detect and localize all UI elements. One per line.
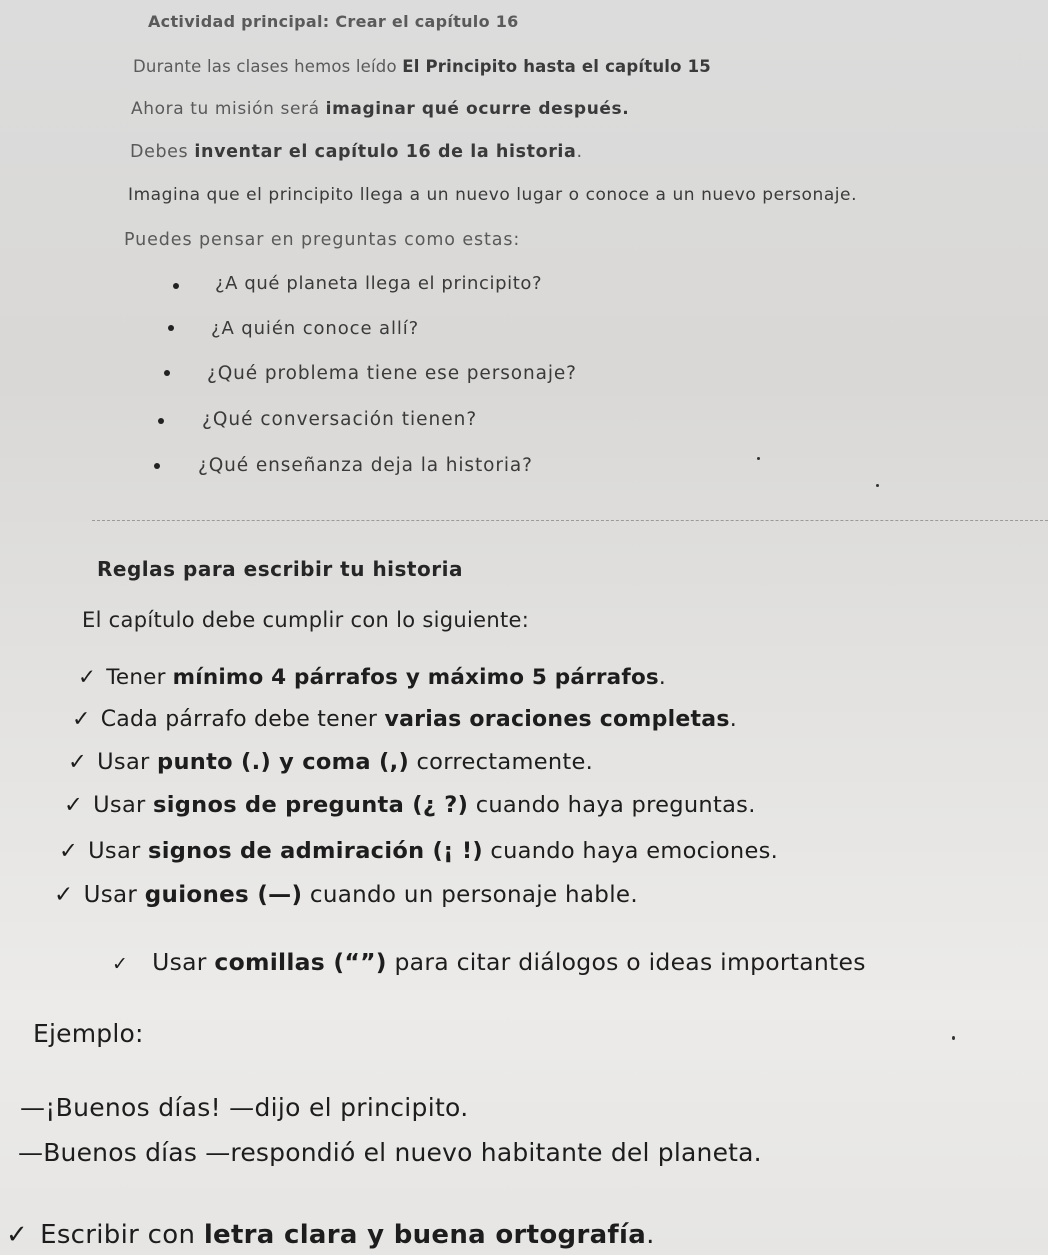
paper-speck — [876, 484, 879, 487]
intro-line-1 — [133, 59, 711, 76]
check-icon: ✓ — [64, 792, 84, 818]
check-icon: ✓ — [78, 665, 97, 690]
check-icon: ✓ — [59, 838, 79, 864]
intro-line-2-text: Ahora tu misión será — [131, 99, 326, 119]
questions-intro: Puedes pensar en preguntas como estas: — [124, 230, 521, 250]
rule-end: cuando haya emociones. — [482, 838, 779, 864]
question-item: ¿A qué planeta llega el principito? — [215, 273, 543, 294]
intro-line-3 — [130, 144, 583, 162]
check-icon: ✓ — [54, 882, 74, 908]
intro-line-3-end: . — [576, 142, 583, 162]
rule-text: Usar — [97, 749, 158, 775]
check-icon: ✓ — [112, 953, 129, 975]
final-rule-text: Escribir con — [40, 1220, 204, 1250]
intro-line-3-text: Debes — [130, 142, 195, 162]
rule-end: para citar diálogos o ideas importantes — [386, 948, 866, 976]
rule-item — [54, 884, 638, 907]
final-rule — [6, 1222, 655, 1248]
rule-bold: signos de admiración (¡ !) — [148, 838, 483, 864]
rule-item — [59, 840, 778, 863]
rule-item — [112, 948, 866, 976]
bullet-icon — [158, 418, 164, 424]
question-item: ¿Qué conversación tienen? — [202, 409, 478, 430]
rules-intro: El capítulo debe cumplir con lo siguiente: — [82, 608, 530, 632]
rule-text: Usar — [83, 882, 145, 908]
rules-heading: Reglas para escribir tu historia — [97, 557, 463, 581]
rule-item — [72, 709, 737, 731]
bullet-icon — [173, 283, 179, 289]
final-rule-bold: letra clara y buena ortografía — [203, 1220, 647, 1250]
rule-item — [68, 751, 593, 774]
intro-line-1-bold: El Principito hasta el capítulo 15 — [402, 57, 711, 76]
intro-line-2-bold: imaginar qué ocurre después. — [325, 99, 630, 119]
activity-title: Actividad principal: Crear el capítulo 16 — [148, 12, 519, 31]
rule-end: cuando un personaje hable. — [302, 882, 638, 908]
rule-end: . — [658, 665, 666, 690]
rule-text: Cada párrafo debe tener — [100, 707, 385, 732]
rule-text: Usar — [93, 792, 154, 818]
section-divider — [92, 520, 1048, 521]
rule-item — [78, 667, 666, 689]
final-rule-end: . — [646, 1220, 655, 1250]
question-item: ¿Qué problema tiene ese personaje? — [207, 363, 577, 384]
intro-line-1-text: Durante las clases hemos leído — [133, 57, 403, 76]
intro-line-3-bold: inventar el capítulo 16 de la historia — [194, 142, 577, 162]
bullet-icon — [154, 463, 160, 469]
question-item: ¿A quién conoce allí? — [211, 318, 420, 339]
example-heading: Ejemplo: — [33, 1019, 144, 1048]
check-icon: ✓ — [6, 1220, 29, 1250]
example-line: —Buenos días —respondió el nuevo habitante del planeta. — [18, 1138, 762, 1167]
rule-text: Tener — [106, 665, 173, 690]
rule-bold: signos de pregunta (¿ ?) — [153, 792, 469, 818]
rule-end: correctamente. — [409, 749, 594, 775]
question-item: ¿Qué enseñanza deja la historia? — [198, 455, 533, 476]
check-icon: ✓ — [72, 707, 91, 732]
rule-bold: comillas (“”) — [214, 948, 387, 976]
check-icon: ✓ — [68, 749, 88, 775]
intro-line-2 — [131, 101, 629, 118]
paper-speck — [757, 457, 760, 460]
rule-bold: punto (.) y coma (,) — [157, 749, 410, 775]
intro-line-4 — [128, 187, 857, 204]
example-line: —¡Buenos días! —dijo el principito. — [20, 1093, 469, 1122]
intro-line-4-text: Imagina que el principito llega a un nuevo lugar o conoce a un nuevo personaje. — [128, 185, 858, 205]
bullet-icon — [164, 370, 170, 376]
bullet-icon — [168, 325, 174, 331]
rule-bold: varias oraciones completas — [384, 707, 730, 732]
rule-item — [64, 794, 756, 817]
rule-end: . — [729, 707, 737, 732]
rule-text: Usar — [152, 948, 215, 976]
paper-speck — [952, 1036, 955, 1040]
rule-bold: mínimo 4 párrafos y máximo 5 párrafos — [172, 665, 659, 690]
rule-bold: guiones (—) — [144, 882, 303, 908]
rule-end: cuando haya preguntas. — [468, 792, 756, 818]
rule-text: Usar — [88, 838, 149, 864]
